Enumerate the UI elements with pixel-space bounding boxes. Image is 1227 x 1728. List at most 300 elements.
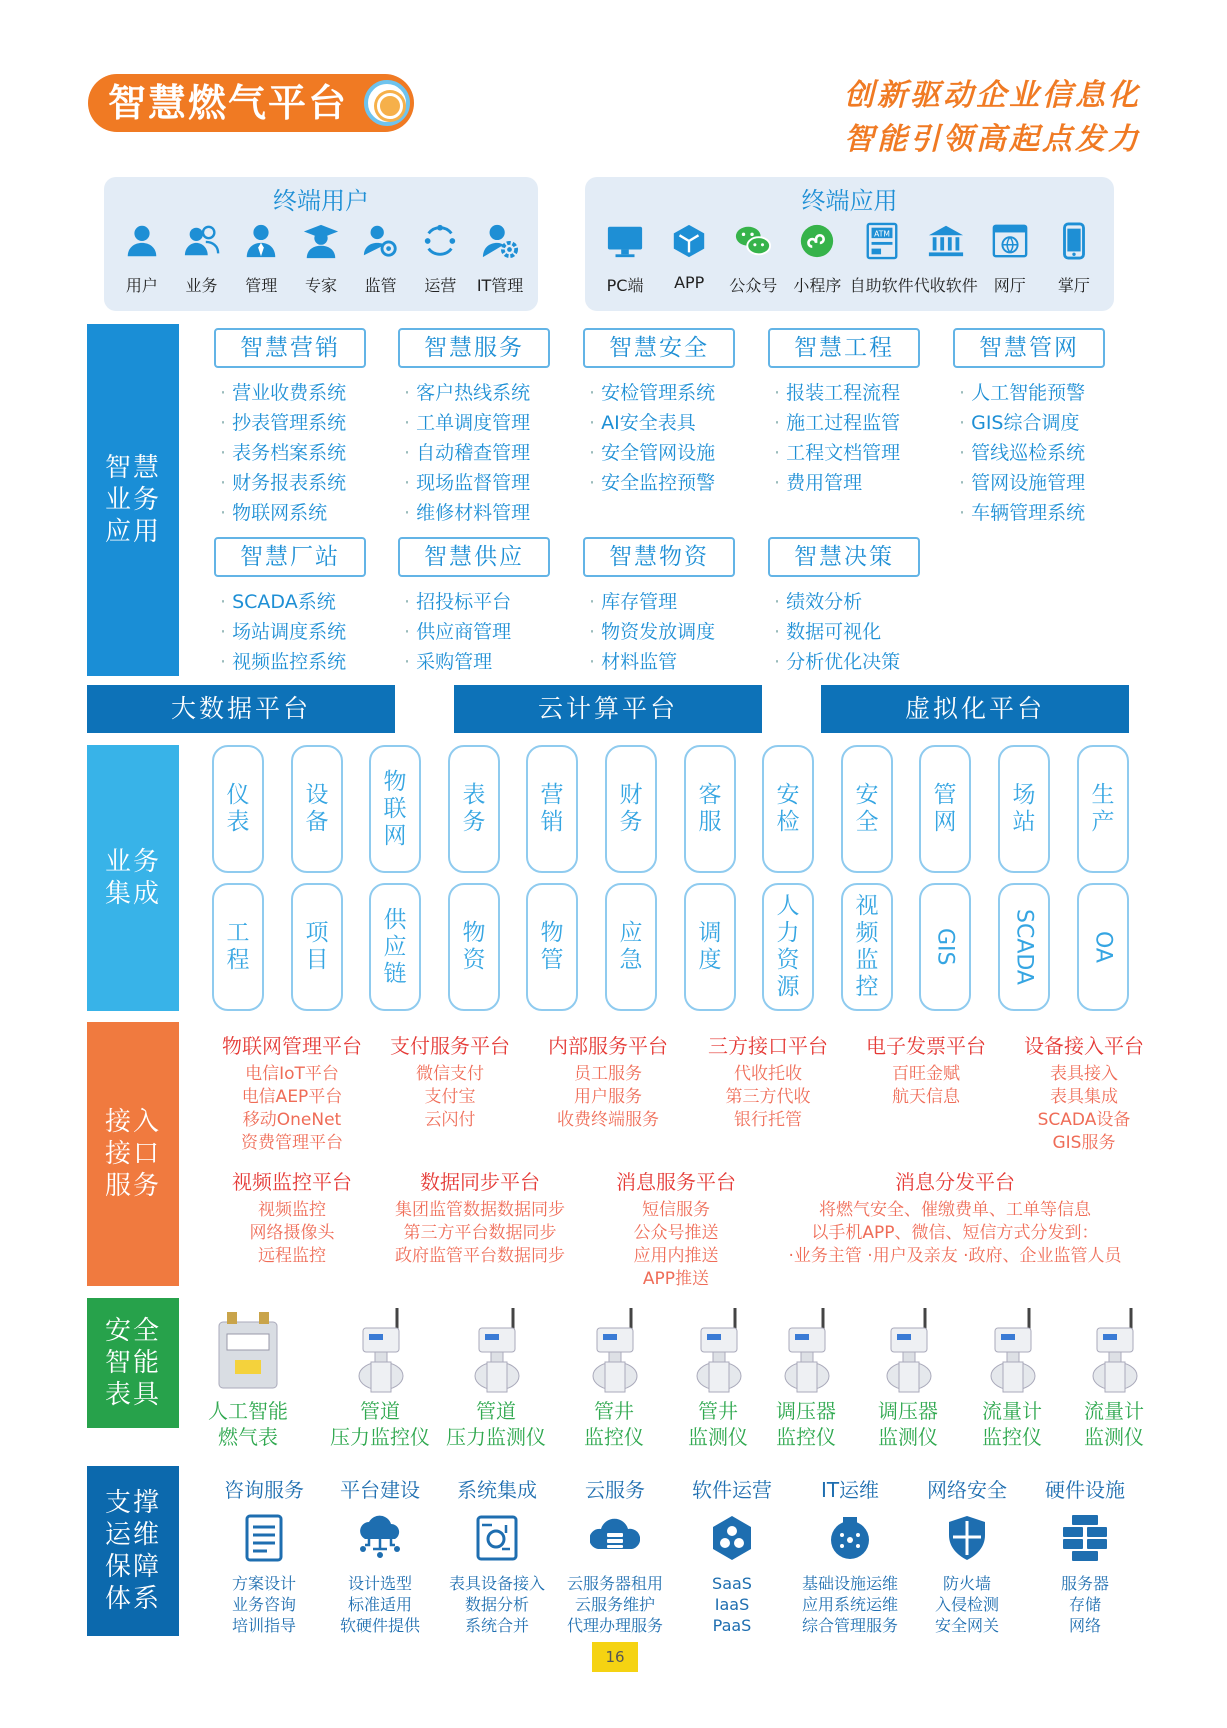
sensor-device-image [873, 1306, 943, 1396]
ops-icon [825, 1513, 875, 1563]
gas-meter-image [213, 1306, 283, 1396]
device-label-1: 管道 [476, 1399, 516, 1423]
module-list [774, 587, 900, 677]
integration-capsule [369, 883, 421, 1011]
integration-capsule-label: 安检 [776, 782, 800, 835]
band-smart-apps: 智慧 业务 应用 [87, 324, 179, 676]
integration-icon [472, 1513, 522, 1563]
bank-icon [926, 221, 966, 261]
module-list [774, 378, 900, 498]
device [566, 1306, 662, 1450]
support-title: 硬件设施 [1045, 1478, 1125, 1502]
module-list-item: · 财务报表系统 [220, 468, 346, 498]
module-list [589, 378, 715, 498]
support-list-item: 综合管理服务 [801, 1616, 898, 1635]
integration-capsule-label: 物管 [540, 920, 564, 973]
interface-item: 资费管理平台 [241, 1133, 343, 1153]
interface-item: 云闪付 [424, 1110, 476, 1130]
device [964, 1306, 1060, 1450]
support-list [935, 1573, 999, 1636]
browser-icon [990, 221, 1030, 261]
device [1066, 1306, 1162, 1450]
support-list-item: 标准适用 [347, 1595, 412, 1614]
integration-capsule [684, 745, 736, 873]
device-label-1: 流量计 [982, 1399, 1042, 1423]
module-list [959, 378, 1085, 528]
integration-capsule [998, 883, 1050, 1011]
module-title: 智慧营销 [214, 328, 366, 368]
device [670, 1306, 766, 1450]
support-item [1029, 1474, 1141, 1636]
integration-capsule [212, 883, 264, 1011]
module-list-item: · 自动稽查管理 [404, 438, 530, 468]
virtualization-platform: 虚拟化平台 [821, 685, 1129, 733]
interface-block-title: 内部服务平台 [548, 1034, 668, 1058]
integration-capsule-label: 生产 [1091, 782, 1115, 835]
monitor-icon [605, 221, 645, 261]
interface-item: 第三方代收 [725, 1087, 811, 1107]
integration-capsule-label: 项目 [305, 920, 329, 973]
interface-block-list [212, 1199, 372, 1268]
interface-item: 短信服务 [642, 1200, 710, 1220]
support-list-item: 基础设施运维 [801, 1574, 898, 1593]
interface-item: 表具集成 [1050, 1087, 1118, 1107]
module-list-item: · 费用管理 [774, 468, 900, 498]
module-list-item: · 管网设施管理 [959, 468, 1085, 498]
module-title: 智慧决策 [768, 537, 920, 577]
integration-capsule [762, 883, 814, 1011]
manager-icon [241, 221, 281, 261]
support-list-item: 设计选型 [347, 1574, 412, 1593]
device [758, 1306, 854, 1450]
integration-capsule-label: 财务 [619, 782, 643, 835]
it-admin-icon [480, 221, 520, 261]
support-item [559, 1474, 671, 1636]
sensor-device-image [579, 1306, 649, 1396]
module-title: 智慧服务 [398, 328, 550, 368]
device-label-1: 管井 [594, 1399, 634, 1423]
interface-block [688, 1030, 848, 1132]
support-list-item: SaaS [712, 1574, 752, 1593]
module-list-item: · SCADA系统 [220, 587, 346, 617]
module-title: 智慧安全 [583, 328, 735, 368]
terminal-users-panel [104, 177, 538, 311]
integration-capsule [684, 883, 736, 1011]
integration-capsule [605, 745, 657, 873]
interface-block [212, 1030, 372, 1155]
interface-item: 员工服务 [574, 1064, 642, 1084]
mini-program-icon [797, 221, 837, 261]
integration-capsule-label: 管网 [933, 782, 957, 835]
interface-item: 网络摄像头 [249, 1223, 335, 1243]
terminal-item-label: 管理 [245, 276, 278, 295]
terminal-item-label: 掌厅 [1057, 276, 1090, 295]
integration-capsule [841, 745, 893, 873]
device-label-2: 监测仪 [878, 1425, 938, 1449]
band-integration: 业务 集成 [87, 745, 179, 1011]
support-list [567, 1573, 663, 1636]
interface-block-list [846, 1063, 1006, 1109]
document-icon [239, 1513, 289, 1563]
module-title: 智慧管网 [953, 328, 1105, 368]
interface-block-list [370, 1199, 590, 1268]
integration-capsule [212, 745, 264, 873]
sensor-device-image [461, 1306, 531, 1396]
terminal-item-label: 自助软件 [849, 276, 914, 295]
interface-item: 百旺金赋 [892, 1064, 960, 1084]
module-list-item: · 工单调度管理 [404, 408, 530, 438]
interface-block-title: 消息分发平台 [895, 1170, 1015, 1194]
support-item [676, 1474, 788, 1636]
terminal-item [113, 221, 171, 296]
integration-capsule [998, 745, 1050, 873]
module-list [404, 587, 511, 677]
interface-block-list [596, 1199, 756, 1291]
interface-block [370, 1166, 590, 1268]
module-list-item: · AI安全表具 [589, 408, 715, 438]
atm-icon [862, 221, 902, 261]
interface-block-title: 视频监控平台 [232, 1170, 352, 1194]
support-list-item: 存储 [1068, 1595, 1101, 1614]
integration-capsule-label: 安全 [855, 782, 879, 835]
module-list-item: · 分析优化决策 [774, 647, 900, 677]
device-label-1: 管井 [698, 1399, 738, 1423]
device [860, 1306, 956, 1450]
page-number: 16 [592, 1642, 638, 1672]
supervisor-icon [361, 221, 401, 261]
sensor-device-image [977, 1306, 1047, 1396]
integration-capsule-label: 人力资源 [776, 893, 800, 1000]
terminal-item [724, 221, 782, 296]
integration-capsule [1077, 745, 1129, 873]
slogan-line-2: 智能引领高起点发力 [844, 122, 1141, 157]
support-title: 平台建设 [340, 1478, 420, 1502]
support-item [794, 1474, 906, 1636]
terminal-item [173, 221, 231, 296]
terminal-item [292, 221, 350, 296]
sensor-device-image [683, 1306, 753, 1396]
terminal-item-label: 代收软件 [913, 276, 978, 295]
interface-block-list [1004, 1063, 1164, 1155]
support-title: IT运维 [820, 1478, 880, 1502]
interface-item: 收费终端服务 [557, 1110, 659, 1130]
interface-item: 微信支付 [416, 1064, 484, 1084]
support-title: 咨询服务 [224, 1478, 304, 1502]
sensor-device-image [345, 1306, 415, 1396]
module-list-item: · GIS综合调度 [959, 408, 1085, 438]
integration-capsule [762, 745, 814, 873]
support-list-item: 应用系统运维 [801, 1595, 898, 1614]
interface-item: 支付宝 [424, 1087, 476, 1107]
interface-item: 航天信息 [892, 1087, 960, 1107]
support-list-item: 培训指导 [231, 1616, 296, 1635]
integration-capsule-label: OA [1090, 931, 1116, 963]
sensor-device-image [1079, 1306, 1149, 1396]
gas-logo-icon [364, 80, 410, 126]
interface-block [785, 1166, 1125, 1268]
support-title: 系统集成 [457, 1478, 537, 1502]
interface-item: APP推送 [642, 1269, 710, 1289]
interface-item: 表具接入 [1050, 1064, 1118, 1084]
integration-capsule [841, 883, 893, 1011]
interface-item: 远程监控 [258, 1246, 326, 1266]
interface-item: 代收托收 [734, 1064, 802, 1084]
module-list-item: · 物资发放调度 [589, 617, 715, 647]
terminal-item [1045, 221, 1103, 296]
interface-block-list [528, 1063, 688, 1132]
interface-item: 以手机APP、微信、短信方式分发到： [811, 1223, 1099, 1243]
integration-capsule-label: 表务 [462, 782, 486, 835]
interface-block [596, 1166, 756, 1291]
interface-block-title: 支付服务平台 [390, 1034, 510, 1058]
terminal-apps-panel [585, 177, 1114, 311]
integration-capsule-label: 视频监控 [855, 893, 879, 1000]
support-list-item: 安全网关 [934, 1616, 999, 1635]
integration-capsule-label: 应急 [619, 920, 643, 973]
device-label-2: 监测仪 [1084, 1425, 1144, 1449]
module-list-item: · 库存管理 [589, 587, 715, 617]
module-list-item: · 场站调度系统 [220, 617, 346, 647]
interface-block [370, 1030, 530, 1132]
support-list [232, 1573, 296, 1636]
support-list [802, 1573, 898, 1636]
module-list-item: · 安全监控预警 [589, 468, 715, 498]
terminal-item-label: IT管理 [476, 276, 524, 295]
support-list-item: 代理办理服务 [566, 1616, 663, 1635]
integration-capsule [605, 883, 657, 1011]
interface-item: 银行托管 [734, 1110, 802, 1130]
interface-block-title: 物联网管理平台 [222, 1034, 362, 1058]
device-label-1: 流量计 [1084, 1399, 1144, 1423]
interface-block-title: 设备接入平台 [1024, 1034, 1144, 1058]
module-list-item: · 物联网系统 [220, 498, 346, 528]
integration-capsule [1077, 883, 1129, 1011]
module-list-item: · 现场监督管理 [404, 468, 530, 498]
module-list [589, 587, 715, 677]
interface-item: 用户服务 [574, 1087, 642, 1107]
integration-capsule-label: SCADA [1011, 909, 1037, 985]
graduate-icon [301, 221, 341, 261]
module-list-item: · 营业收费系统 [220, 378, 346, 408]
device-label-2: 监控仪 [584, 1425, 644, 1449]
support-list [449, 1573, 545, 1636]
integration-capsule [448, 883, 500, 1011]
integration-capsule-label: 供应链 [383, 906, 407, 987]
support-list-item: PaaS [712, 1616, 752, 1635]
server-icon [1060, 1513, 1110, 1563]
band-interface: 接入 接口 服务 [87, 1022, 179, 1286]
device-label-2: 压力监控仪 [330, 1425, 430, 1449]
integration-capsule [448, 745, 500, 873]
terminal-item-label: APP [674, 273, 705, 292]
support-item [324, 1474, 436, 1636]
support-title: 网络安全 [927, 1478, 1007, 1502]
module-title: 智慧物资 [583, 537, 735, 577]
cloud-computing-platform: 云计算平台 [454, 685, 762, 733]
integration-capsule-label: 物联网 [383, 768, 407, 849]
interface-item: 移动OneNet [242, 1110, 342, 1130]
integration-capsule-label: 场站 [1012, 782, 1036, 835]
interface-item: 第三方平台数据同步 [403, 1223, 557, 1243]
interface-block [846, 1030, 1006, 1109]
terminal-item [913, 221, 978, 296]
interface-item: 公众号推送 [633, 1223, 719, 1243]
interface-item: GIS服务 [1052, 1133, 1116, 1153]
integration-capsule-label: 营销 [540, 782, 564, 835]
terminal-item-label: 业务 [185, 276, 218, 295]
device [332, 1306, 428, 1450]
module-title: 智慧工程 [768, 328, 920, 368]
terminal-item-label: 小程序 [793, 276, 842, 295]
interface-item: 电信AEP平台 [241, 1087, 343, 1107]
device-label-1: 人工智能 [208, 1399, 288, 1423]
cloud-server-icon [590, 1513, 640, 1563]
support-list-item: 表具设备接入 [448, 1574, 545, 1593]
module-list-item: · 工程文档管理 [774, 438, 900, 468]
module-list-item: · 管线巡检系统 [959, 438, 1085, 468]
wechat-icon [733, 221, 773, 261]
module-list-item: · 供应商管理 [404, 617, 511, 647]
device-label-1: 调压器 [878, 1399, 938, 1423]
terminal-item-label: 网厅 [993, 276, 1026, 295]
module-list-item: · 施工过程监管 [774, 408, 900, 438]
support-list-item: 业务咨询 [231, 1595, 296, 1614]
terminal-item-label: 运营 [424, 276, 457, 295]
cycle-icon [420, 221, 460, 261]
support-list-item: 防火墙 [942, 1574, 991, 1593]
module-list-item: · 维修材料管理 [404, 498, 530, 528]
support-list [1061, 1573, 1109, 1636]
svg-text:ATM: ATM [873, 229, 890, 239]
module-list-item: · 安检管理系统 [589, 378, 715, 408]
module-list-item: · 车辆管理系统 [959, 498, 1085, 528]
interface-item: 应用内推送 [633, 1246, 719, 1266]
terminal-item [849, 221, 914, 296]
interface-item: 将燃气安全、催缴费单、工单等信息 [819, 1200, 1091, 1220]
support-list-item: 服务器 [1060, 1574, 1109, 1593]
interface-item: ·业务主管 ·用户及亲友 ·政府、企业监管人员 [788, 1246, 1122, 1266]
device-label-2: 监测仪 [688, 1425, 748, 1449]
module-list-item: · 表务档案系统 [220, 438, 346, 468]
module-list-item: · 安全管网设施 [589, 438, 715, 468]
integration-capsule-label: 物资 [462, 920, 486, 973]
interface-item: 视频监控 [258, 1200, 326, 1220]
interface-block-list [370, 1063, 530, 1132]
support-title: 软件运营 [692, 1478, 772, 1502]
terminal-item [232, 221, 290, 296]
device-label-2: 监控仪 [982, 1425, 1042, 1449]
interface-item: SCADA设备 [1037, 1110, 1131, 1130]
integration-capsule [369, 745, 421, 873]
interface-block [528, 1030, 688, 1132]
cube-icon [669, 221, 709, 261]
interface-block-title: 三方接口平台 [708, 1034, 828, 1058]
slogan-line-1: 创新驱动企业信息化 [844, 78, 1141, 113]
sensor-device-image [771, 1306, 841, 1396]
integration-capsule [291, 883, 343, 1011]
interface-block [212, 1166, 372, 1268]
support-item [911, 1474, 1023, 1636]
page-title: 智慧燃气平台 [88, 74, 414, 132]
device-label-2: 监控仪 [776, 1425, 836, 1449]
module-list-item: · 视频监控系统 [220, 647, 346, 677]
module-list [220, 587, 346, 677]
integration-capsule-label: 仪表 [226, 782, 250, 835]
band-support: 支撑 运维 保障 体系 [87, 1466, 179, 1636]
terminal-item [471, 221, 529, 296]
integration-capsule [291, 745, 343, 873]
interface-item: 政府监管平台数据同步 [395, 1246, 565, 1266]
device-label-2: 压力监测仪 [446, 1425, 546, 1449]
module-list-item: · 绩效分析 [774, 587, 900, 617]
support-list [340, 1573, 420, 1636]
support-list-item: 系统合并 [464, 1616, 529, 1635]
module-title: 智慧厂站 [214, 537, 366, 577]
module-list-item: · 材料监管 [589, 647, 715, 677]
terminal-item [660, 221, 718, 296]
module-list-item: · 采购管理 [404, 647, 511, 677]
integration-capsule-label: 工程 [226, 920, 250, 973]
module-list-item: · 抄表管理系统 [220, 408, 346, 438]
terminal-item-label: PC端 [606, 276, 644, 295]
interface-block-title: 电子发票平台 [866, 1034, 986, 1058]
integration-capsule-label: 调度 [698, 920, 722, 973]
terminal-item-label: 公众号 [729, 276, 778, 295]
terminal-item-label: 用户 [125, 276, 158, 295]
support-list-item: 网络 [1068, 1616, 1101, 1635]
interface-block-list [212, 1063, 372, 1155]
phone-icon [1054, 221, 1094, 261]
support-list-item: 数据分析 [464, 1595, 529, 1614]
shield-icon [942, 1513, 992, 1563]
big-data-platform: 大数据平台 [87, 685, 395, 733]
terminal-item [596, 221, 654, 296]
band-devices: 安全 智能 表具 [87, 1298, 179, 1428]
integration-capsule-label: GIS [932, 928, 958, 966]
module-list-item: · 招投标平台 [404, 587, 511, 617]
module-list [404, 378, 530, 528]
module-list-item: · 人工智能预警 [959, 378, 1085, 408]
terminal-item-label: 专家 [304, 276, 337, 295]
terminal-item [352, 221, 410, 296]
interface-block-title: 消息服务平台 [616, 1170, 736, 1194]
interface-block-list [785, 1199, 1125, 1268]
support-item [441, 1474, 553, 1636]
terminal-item [411, 221, 469, 296]
support-list-item: 入侵检测 [934, 1595, 999, 1614]
device-label-1: 管道 [360, 1399, 400, 1423]
integration-capsule-label: 客服 [698, 782, 722, 835]
support-list-item: IaaS [714, 1595, 750, 1614]
interface-block-list [688, 1063, 848, 1132]
support-list [712, 1573, 752, 1636]
interface-block [1004, 1030, 1164, 1155]
cloud-network-icon [355, 1513, 405, 1563]
device-label-2: 燃气表 [218, 1425, 278, 1449]
user-icon [122, 221, 162, 261]
module-title: 智慧供应 [398, 537, 550, 577]
integration-capsule-label: 设备 [305, 782, 329, 835]
support-list-item: 方案设计 [231, 1574, 296, 1593]
module-list [220, 378, 346, 528]
support-item [208, 1474, 320, 1636]
interface-item: 集团监管数据数据同步 [395, 1200, 565, 1220]
integration-capsule [919, 745, 971, 873]
terminal-users-title: 终端用户 [273, 187, 369, 215]
support-list-item: 软硬件提供 [339, 1616, 420, 1635]
interface-block-title: 数据同步平台 [420, 1170, 540, 1194]
integration-capsule [526, 883, 578, 1011]
